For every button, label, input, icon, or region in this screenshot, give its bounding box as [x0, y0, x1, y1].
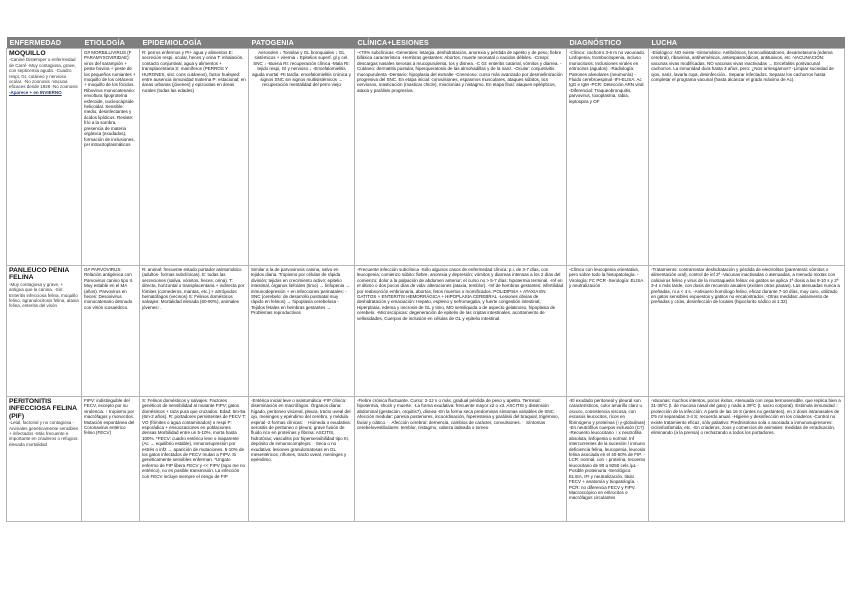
header-clinica: CLÍNICA+LESIONES — [355, 37, 567, 49]
disease-description: -Canine Distemper o enfermedad de Carré -Muy contagiosa, grave, con septicemia aguda. -Cuadro respi, GI, cutáneo y nervioso ocular. -No zoonosis -Vacuna eficaces desde 1926 -No zoonosis — [9, 57, 78, 90]
clinical-cell: -Fiebre crónica fluctuante. Curso: 2-12 s o más, gradual pérdida de peso y apetito. Terminal: hipotermia, shock y muerte. -La forma exudativa: frecuente mayor x2 o x3. ASCITIS y distensión abdominal (gestación, orquitis?), disnea -En la forma seca predominan síntomas variables de SNC. ☞Afección medular: paresia posteriores, incoordinación, hiperestesia y parálisis del braquial, trigémino, facial y ciático. ☞Afección cerebral: demencia, cambios de carácter, convulsiones. ☞Síntomas cerebelovestibulares: temblor, nistagmo, cabeza ladeada o torneo — [355, 397, 567, 522]
table-row-pif — [7, 397, 845, 522]
disease-name: PERITONITIS INFECCIOSA FELINA (PIF) — [9, 398, 77, 420]
clinical-cell: -<70% subclínicas -Generales: letargia, deshidratación, anorexia y pérdida de apetito y de peso, fiebre bifásica característica -Hembras gestantes: Abortos, muerte neonatal o nacidos débiles. -Crespi: descargas nasales serosas a mucopurulenta, tos y disnea. -C GI: enteritis catarral, vómitos y diarrea. -Cutáneo: dermatitis pustular, hiperqueratosis de las almohadillas y de la nariz. -Ocular: conjuntivitis mucopurulenta -Dentario: hipoplasia del esmalte -Cnervioso: curso más avanzado por desmielinización progresiva del SNC. En etapa inicial: convulsiones, espasmos musculares, ataques súbitos, tics nerviosos, masticación (masticar chicle), mioclonías y nistagmo. En etapa final: ataques epilépticos, ataxia y parálisis progresiva. — [355, 49, 567, 266]
pathogenesis-cell: -Entérica inicial leve o asintomática -FIP clínica: diseminación en macrófagos. Órganos diana: hígado, peritoneo visceral, pleura, tracto uveal del ojo, meninges y epéndimo del cerebro, y médula espinal -2 formas clínicas: ☞Húmeda o exudativa: serositis de peritoneo o pleura; grave fusión de fluido rico en proteínas y fibrina: ASCITIS, hidrotórax; vasculitis por hipersensibilidad tipo III, depósito de inmunocomplejos ☞Seca o no exudativa: lesiones granulomatosas en GL mesentéricos, riñones, tracto uveal, meninges y epéndimo. — [249, 397, 355, 522]
disease-description: -Letal, factorial y no contagiosa -Animales genéticamente sensibles + infectados -Más frecuente e importante en criaderos o refugios: elevada mortalidad — [9, 420, 79, 447]
treatment-cell: -Vacunas: muchos intentos, pocos éxitos. Atenuada con cepa termosensible, que replica bien a 31-35ºC (t. de mucosa nasal del gato) y nada a 39ºC (t. sacro corporal). Estimula inmunidad ↑ protección de la infección. A partir de las 16 S (antes no gestantes), en 2 dosis intranasales de 0'5 ml separadas 3-4 S; recuerdo anual. -Higiene y desinfección en los criaderos -Control no existe tratamiento eficaz, sólo paliativo: Prednisolona sola o asociada a inmunosupresores: ciclosfosfamida, etc. -En criaderos, zoos y comercios de animales: medidas de erradicación, eliminando (a la prensa) o rechazando a todos los portadores. — [649, 397, 845, 522]
header-row — [7, 37, 845, 49]
disease-name-cell — [7, 49, 82, 266]
header-enfermedad: ENFERMEDAD — [7, 37, 82, 49]
epidemiology-cell: S: Felinos domésticos y salvajes. Factores genéticos de sensibilidad al mutante FIPV; gatos domésticos + raza pura que cruzados. Edad: 6m-5a (6m-2 años). R: portadores persistentes de FECV T: VO (fómites o agua contaminados) o respi P: esporádica + ensoozaciones en poblaciones densas Morbilidad entre un 5-10%, morta hasta 100%. *FECV: cuadro entérico leve o inaparente (Ac → equilibrio estable), inmunosupresión por estrés o inf2 → aparición de mutaciones. 5-10% de los gatos infectados de FECV mutan a FIPV. Si genéticamente sensibles enferman. *Ungato enfermo de FIP libera FECV y << FIPV (topo me no entérico), no es posible transmisión. La infección con FECV incluye siempre el riesgo de FIP — [140, 397, 249, 522]
etiology-cell: G# MORBILLIVIRUS (F PARAMYXOVIRIDAE): virus del sarampión + peste bovina + peste de los pequeños rumiantes + moquillo de los cetáceos + moquillo de los fócidos. Ribovirus monocatenario: envoltura lipoproteína esferoide, nucleocápside helicoidal. Sensible: medio, desinfectantes y ácidos lipídicos. Resiste: frío a la sombra, presencia de materia orgánica (exudados), formación de inclusiones, pH intracitoplasmáticos — [82, 49, 140, 266]
table-row-panleucopenia — [7, 266, 845, 397]
etiology-cell: FIPV: indistinguible del FECV, excepto por su virulencia. ↑ tropismo por macrófagos y monocitos. Mutación espontánea del Coronavirus entérico felino (FECV) — [82, 397, 140, 522]
header-diagnostico: DIAGNÓSTICO — [567, 37, 649, 49]
diagnosis-cell: -Clínico: cachorro 3-6 m no vacunado. Linfopenia, trombocitopenia, incluso monocitosis. Inclusiones virales en eritrocitos (agudos). -Radiología: Patrones alveolares (neumonía) -Fluido cerebroespinal -IFI-ELISA: Ac IgG e IgM -PCR: Detección ARN viral -Diferencial: Traqueobronquitis, parvovirus, toxoplasma, rabia, leptospira y OF — [567, 49, 649, 266]
disease-description: -Muy contagiosa y grave, + antigua que la canina. -Sin: Enteritis infecciosa felina, moquillo felino, agranulocitosis felina, ataxia felina, enteritis del visón — [9, 281, 79, 309]
header-lucha: LUCHA — [649, 37, 845, 49]
header-etiologia: ETIOLOGÍA — [82, 37, 140, 49]
diagnosis-cell: -El exudado peritoneal y pleural son característicos, color amarillo claro u oscuro, consistencia viscosa, con escasos leucocitos, ricos en fibrinógeno y proteínas (↑γ-globulinas) -En neutrófilos cuerpos inclusión (C?) -Recuento leucocitario ↑ x neutrofilia absoluta, linfopenia o normal. Inf intercurrentes de la sucesión / inmuno deficiencia felina, leucopenia, leucosis felina asociada en el 40-50% de FIP. -LCR: normal, con ↑ proteína, recuento leucocitario de 90 a 9250 cels /µL - Posible proteinuria -Serológico: ELISA, IFI y neutralización, titulo FECV + anatomía y biopatología. -PCR: no diferencia FECV y FIPV. Macroscópico en eritrocitos o macrófagos circulantes — [567, 397, 649, 522]
disease-table — [6, 37, 844, 521]
disease-name-cell — [7, 397, 82, 522]
pathogenesis-cell: Aerosoles ↓ Tonsilas y GL bronquiales ↓ GL sistémicos + viremia ↓ Epitelios superf. gl y cel. SNC ↓ -Buena RI: recuperación clínica -Mala RI: tejido respi, GI y nervioso ↓ -Encefalomielitis aguda mortal -RI tardía: encefalomielitis crónica y signos SNC sin signos multisistémicos → recuperación mentalidad del perro viejo — [249, 49, 355, 266]
treatment-cell: -Tratamiento: contrarrestar deshidratación y pérdida de electrolitos (parenteral: vómitos o alimentación oral), control de inf 2ª -Vacunas inactivadas o atenuadas, a menudo mixtas con calicivirus felino y virus de la rinotraqueitis felina: en gatitos se aplica 1ª dosis a las 8-10 s y 2ª 3-4 s más tarde, con dosis de recuerdo anuales (existen otras pautas). Las atenuadas nunca a preñadas, ni a < 4 s. -Antisuero homólogo felino, eficaz durante 7-10 días, muy caro, utilizado en gatos sensibles expuestos y gatitos no encalostrados. -Otras medidas: aislamiento de preñadas y crías, desinfección de locales (hipoclorito sódico al 1:32) — [649, 266, 845, 397]
etiology-cell: G# PARVOVIRUS: Relación antigénica con Parvovirus canino tipo II. Muy estable en el MA (años). Parvovirus en heces: Desoxivirus monocatenario desnudo con virión icosaédrico. — [82, 266, 140, 397]
table-row-moquillo — [7, 49, 845, 266]
disease-note-link: -Aparece + en INVIERNO — [9, 89, 62, 95]
epidemiology-cell: R: animal: frecuente estado portador asintomático (adultos- formas subclínicas). E: todas las secreciones (saliva, vómitos, heces, orina). T: directa, horizontal o transplacentaria + indirecta por fómites (comederos, mantas, etc.) + artrópodos hematófagos (vecinos) S: Felinos domésticos salvajes: Mortalidad elevada (60-90%), animales jóvenes↑. — [140, 266, 249, 397]
clinical-cell: -Frecuente infección subclínica -Sólo algunos casos de enfermedad clínica: p.i. de 3-7 días, con leucopenia; comienzo súbito: fiebre, anorexia y depresión; vómitos y diarreas intensas a los 2 días del comienzo; dolor a la palpación de abdomen anterior; el curso no > 5-7 días: hipotermia terminal. -Inf en el último o dos pocos días de vida: alteraciones (ataxia, temblor). -Inf de hembras gestantes: infertilidad por reabsorción embrionaria, abortos, fetos muertos o momificados. POLIDIPSIA + ATAXIA EN GATITOS + ENTERITIS HEMORRÁGICA + HIPOPLASIA CEREBRAL -Lesiones obvias de deshidratación y emaciación: Hepato, espleno y nefromegalia, y fuerte congestión intestinal; Hiperplasia, edema y necrosis de GL y timo, MO semiliquida o de aspecto gelatinoso, hipoplasia de cerebelo. -Microscópicas: degeneración de epitelio de las criptas intestinales, acortamiento de vellosidades, Cuerpos de inclusión en células de GL y epitelio intestinal. — [355, 266, 567, 397]
treatment-cell: -Etiológico: NO existe -Sintomático: Antibióticos, broncodilatadores, dexametasona (edema cerebral), ribavirina, antiheméticos, antiespasmódicos, antitusivos, etc -VACUNACIÓN: vacunas vivas modificadas, NO vacunas vivas inactivadas → Encefalitis postvacunal cachorros. La inmunidad dura hasta 3 años, pero: ¿Nos arriesgamos? -Limpiar suciedad de ojos, nariz, lavarla ropa, desinfección.. Separar infectados. Separar los cachorros hasta completar el programa vacunal (hasta alcanzar el grado máximo de Ac). — [649, 49, 845, 266]
epidemiology-cell: R: perros enfermos y PI+ agua y alimentos E: secreción respi, ocular, heces y orina T: inhalación, contacto conjuntival, agua y alimentos + transplacentaria S: mamíferos (PERROS Y HURONES, sist. cons cutáneos), factor huésped: entre ausencia inmunidad materna P: estacional; en áreas urbanas (jóvenes) y epizootias en áreas rurales (todas las edades) — [140, 49, 249, 266]
disease-name: PANLEUCO PENIA FELINA — [9, 267, 70, 282]
header-patogenia: PATOGENIA — [249, 37, 355, 49]
diagnosis-cell: -Clínico con leucopenia orientativa, pero sobre todo la histopatología. -Virología: FC PCR -Serología: ELISA y neutralización — [567, 266, 649, 397]
disease-name: MOQUILLO — [9, 50, 46, 57]
disease-name-cell — [7, 266, 82, 397]
header-epidemiologia: EPIDEMIOLOGÍA — [140, 37, 249, 49]
pathogenesis-cell: Similar a la de parvovirosis canina, salvo en tejidos diana. Tropismo por células de rápida división; tejidos en crecimiento activo: epitelio intestinal, órganos linfoides (timo) → linfopenia → inmunodepresión + en infecciones perinatales: -SNC (cerebelo: de desarrollo postnatal muy rápido en felinos) → hipoplasia cerebelosa -Tejidos fetales en hembras gestantes → Problemas reproductivos — [249, 266, 355, 397]
